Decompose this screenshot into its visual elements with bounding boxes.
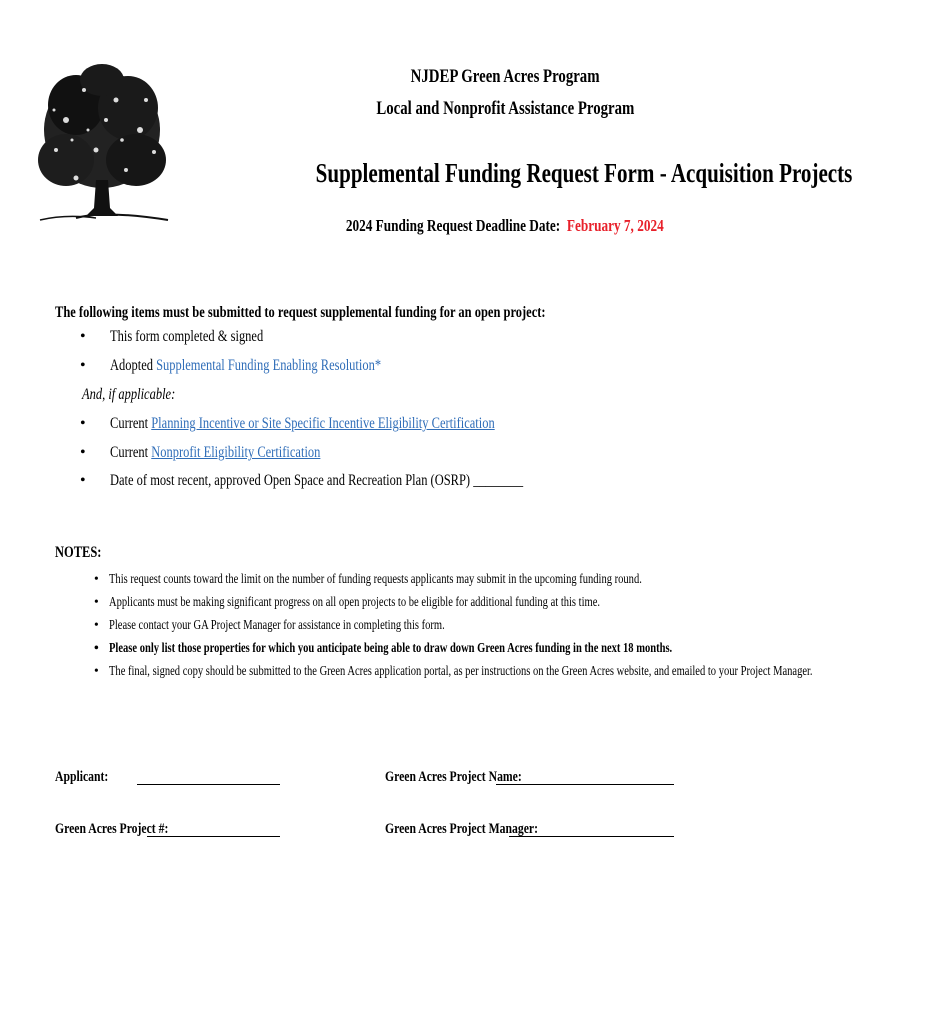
eligibility-certification-link[interactable]: Planning Incentive or Site Specific Incentive Eligibility Certification [151,415,495,432]
notes-title: NOTES: [55,544,102,561]
nonprofit-certification-link[interactable]: Nonprofit Eligibility Certification [151,444,321,461]
requirements-intro: The following items must be submitted to request supplemental funding for an open project: [55,304,546,321]
deadline-line [270,216,740,236]
project-name-field[interactable] [496,784,674,785]
project-number-field[interactable] [147,836,280,837]
deadline-date: February 7, 2024 [567,216,664,235]
form-title: Supplemental Funding Request Form - Acquisition Projects [315,158,853,188]
program-subtitle: Local and Nonprofit Assistance Program [376,98,634,119]
project-number-label: Green Acres Project #: [55,821,169,837]
enabling-resolution-link[interactable]: Supplemental Funding Enabling Resolution* [156,357,382,374]
applicant-field[interactable] [137,784,280,785]
deadline-label: 2024 Funding Request Deadline Date: [346,216,561,235]
applicant-label: Applicant: [55,769,109,785]
applicable-label: And, if applicable: [82,386,176,403]
project-manager-field[interactable] [509,836,674,837]
project-name-label: Green Acres Project Name: [385,769,522,785]
project-manager-label: Green Acres Project Manager: [385,821,539,837]
tree-logo [36,60,172,226]
program-title: NJDEP Green Acres Program [410,66,600,87]
